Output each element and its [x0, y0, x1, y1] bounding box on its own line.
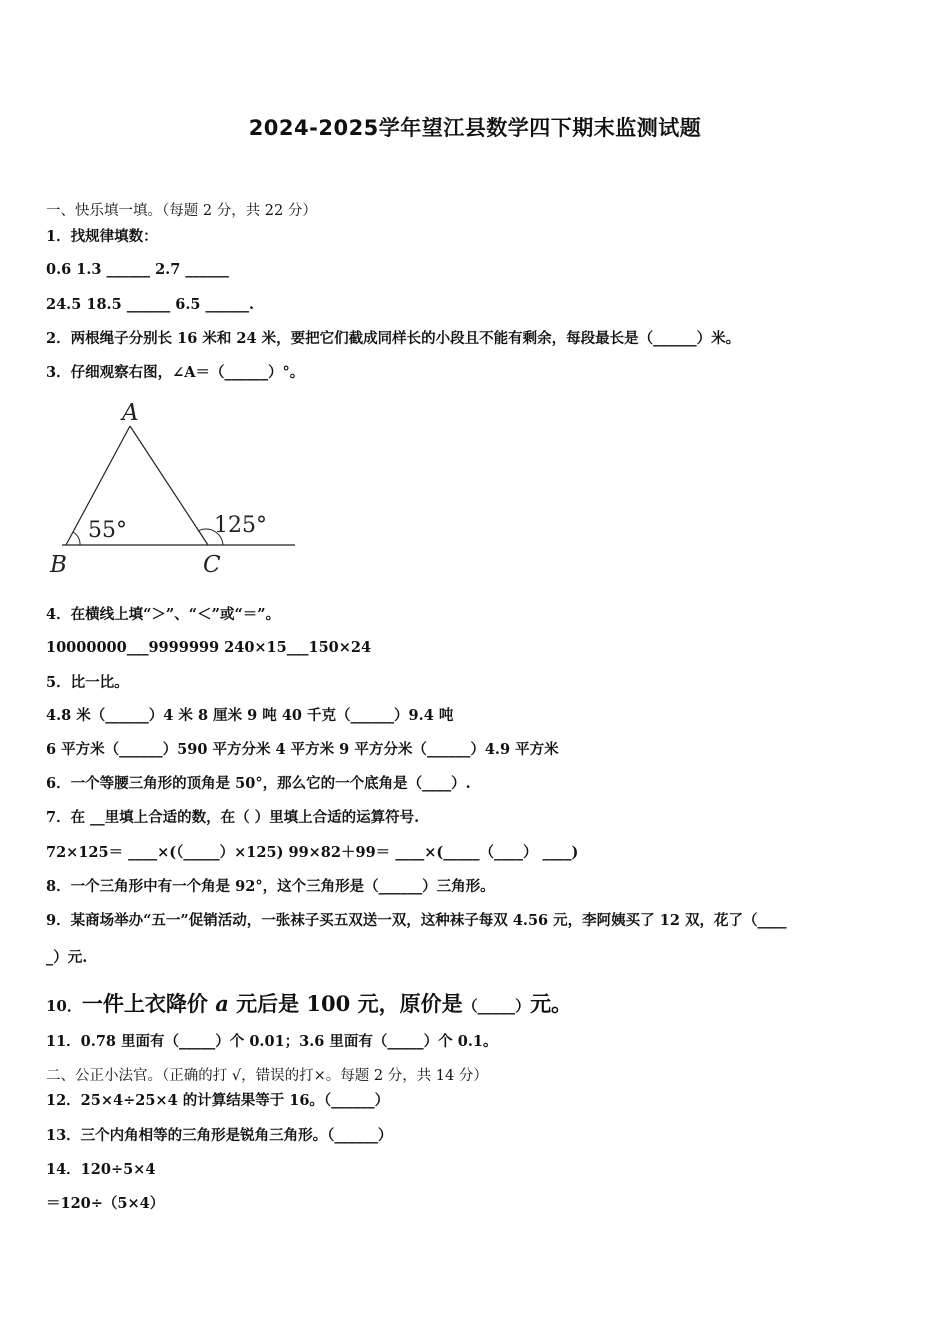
- question-4-stem: 4．在横线上填“＞”、“＜”或“＝”。: [46, 606, 281, 623]
- question-11-stem: 11．0.78 里面有（_____）个 0.01；3.6 里面有（_____）个 0.1。: [46, 1033, 498, 1050]
- question-1-line-2: 24.5 18.5 ______ 6.5 ______.: [46, 296, 255, 313]
- vertex-label-b: B: [50, 552, 67, 578]
- question-4-line-1: 10000000___9999999 240×15___150×24: [46, 639, 372, 656]
- triangle-figure: [40, 393, 310, 583]
- question-1-stem: 1．找规律填数：: [46, 228, 158, 245]
- question-5-stem: 5．比一比。: [46, 674, 129, 691]
- angle-b-value: 55°: [88, 518, 127, 543]
- angle-c-exterior-value: 125°: [214, 513, 267, 538]
- question-6-stem: 6．一个等腰三角形的顶角是 50°，那么它的一个底角是（____）.: [46, 775, 471, 792]
- question-2-stem: 2．两根绳子分别长 16 米和 24 米，要把它们截成同样长的小段且不能有剩余，每段最长是（______）米。: [46, 330, 741, 347]
- question-9-line-1: 9．某商场举办“五一”促销活动，一张袜子买五双送一双，这种袜子每双 4.56 元，李阿姨买了 12 双，花了（____: [46, 912, 787, 929]
- question-7-stem: 7．在 __里填上合适的数，在（ ）里填上合适的运算符号.: [46, 809, 420, 826]
- question-14-stem: 14．120÷5×4: [46, 1161, 156, 1178]
- question-10-number: 10．: [46, 997, 82, 1015]
- question-7-line-1: 72×125＝ ____×(（_____）×125) 99×82＋99＝ ____×(_____（____） ____): [46, 844, 579, 861]
- question-8-stem: 8．一个三角形中有一个角是 92°，这个三角形是（______）三角形。: [46, 878, 495, 895]
- triangle-side-ac: [130, 426, 208, 545]
- vertex-label-c: C: [203, 552, 221, 578]
- question-10: [46, 990, 572, 1020]
- angle-arc-b: [73, 532, 80, 545]
- question-3-stem: 3．仔细观察右图，∠A＝（______）°。: [46, 364, 305, 381]
- question-10-text-c: 元。: [530, 991, 573, 1016]
- question-5-line-2: 6 平方米（______）590 平方分米 4 平方米 9 平方分米（______）4.9 平方米: [46, 741, 559, 758]
- section-1-heading: 一、快乐填一填。（每题 2 分，共 22 分）: [46, 203, 317, 219]
- question-14-line-1: ＝120÷（5×4）: [46, 1195, 165, 1212]
- question-10-variable: a: [215, 991, 229, 1016]
- question-10-blank: （_____）: [462, 997, 531, 1015]
- vertex-label-a: A: [122, 400, 139, 426]
- question-10-text-a: 一件上衣降价: [81, 991, 208, 1016]
- page-title: 2024-2025学年望江县数学四下期末监测试题: [248, 116, 702, 140]
- question-1-line-1: 0.6 1.3 ______ 2.7 ______: [46, 261, 229, 278]
- section-2-heading: 二、公正小法官。（正确的打 √，错误的打×。每题 2 分，共 14 分）: [46, 1068, 488, 1084]
- question-12-stem: 12．25×4÷25×4 的计算结果等于 16。（______）: [46, 1092, 390, 1109]
- question-10-text-b: 元后是 100 元，原价是: [236, 991, 463, 1016]
- question-5-line-1: 4.8 米（______）4 米 8 厘米 9 吨 40 千克（______）9.4 吨: [46, 707, 454, 724]
- question-13-stem: 13．三个内角相等的三角形是锐角三角形。（______）: [46, 1127, 393, 1144]
- question-9-line-2: _）元.: [46, 949, 88, 966]
